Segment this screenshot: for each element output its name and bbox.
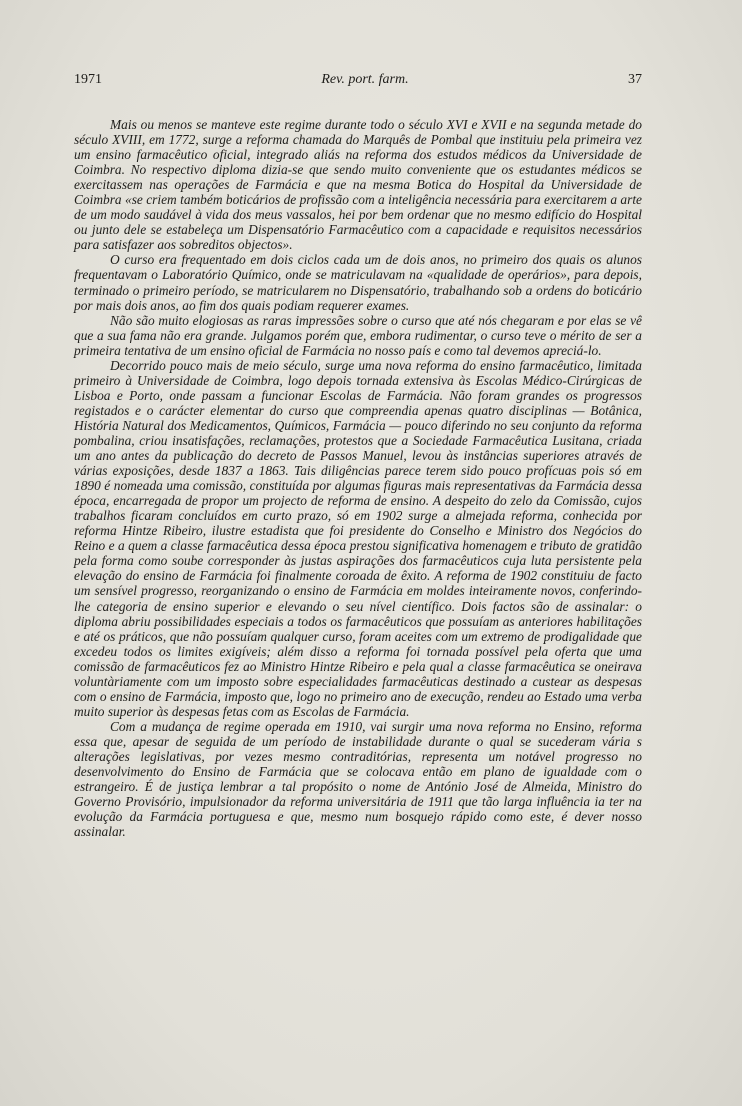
running-header: [74, 72, 642, 88]
paragraph: Decorrido pouco mais de meio século, surge uma nova reforma do ensino farmacêutico, limitada primeiro à Universidade de Coimbra, logo depois tornada extensiva às Escolas Médico-Cirúrgicas de Lisboa e Porto, onde passam a funcionar Escolas de Farmácia. Não foram grandes os progressos registados e o carácter elementar do curso que compreendia apenas quatro disciplinas — Botânica, História Natural dos Medicamentos, Químicos, Farmácia — pouco diferindo no seu conjunto da reforma pombalina, criou insatisfações, reclamações, protestos que a Sociedade Farmacêutica Lusitana, criada um ano antes da publicação do decreto de Passos Manuel, levou às instâncias superiores através de várias exposições, desde 1837 a 1863. Tais diligências parece terem sido pouco profícuas pois só em 1890 é nomeada uma comissão, constituída por algumas figuras mais representativas da Farmácia dessa época, encarregada de propor um projecto de reforma de ensino. A despeito do zelo da Comissão, cujos trabalhos ficaram concluídos em curto prazo, só em 1902 surge a almejada reforma, conhecida por reforma Hintze Ribeiro, ilustre estadista que foi presidente do Conselho e Ministro dos Negócios do Reino e a quem a classe farmacêutica dessa época prestou significativa homenagem e tributo de gratidão pela forma como soube corresponder às justas aspirações dos farmacêuticos cuja luta persistente pela elevação do ensino de Farmácia foi finalmente coroada de êxito. A reforma de 1902 constituiu de facto um sensível progresso, reorganizando o ensino de Farmácia em moldes inteiramente novos, conferindo-lhe categoria de ensino superior e elevando o seu nível científico. Dois factos são de assinalar: o diploma abriu possibilidades especiais a todos os farmacêuticos que possuíam as anteriores habilitações e até os práticos, que não possuíam qualquer curso, foram aceites com um extremo de prodigalidade que excedeu todos os limites exigíveis; além disso a reforma foi tornada possível pela oferta que uma comissão de farmacêuticos fez ao Ministro Hintze Ribeiro e pela qual a classe farmacêutica se oneirava voluntàriamente com um imposto sobre especialidades farmacêuticas destinado a custear as despesas com o ensino de Farmácia, imposto que, logo no primeiro ano de execução, rendeu ao Estado uma verba muito superior às despesas fetas com as Escolas de Farmácia.: [74, 357, 642, 719]
body-text: [74, 117, 642, 839]
paragraph: Mais ou menos se manteve este regime durante todo o século XVI e XVII e na segunda metade do século XVIII, em 1772, surge a reforma chamada do Marquês de Pombal que instituiu pela primeira vez um ensino farmacêutico oficial, integrado aliás na reforma dos estudos médicos da Universidade de Coimbra. No respectivo diploma dizia-se que sendo muito conveniente que os estudantes médicos se exercitassem nas operações de Farmácia e que na mesma Botica do Hospital da Universidade de Coimbra «se criem também boticários de profissão com a inteligência necessária para exercitarem a arte de um modo saudável à vida dos meus vassalos, hei por bem ordenar que no mesmo edifício do Hospital ou junto dele se estabeleça um Dispensatório Farmacêutico com a capacidade e requisitos necessários para satisfazer aos sobreditos objectos».: [74, 117, 642, 253]
header-page-number: 37: [627, 72, 642, 87]
paragraph: O curso era frequentado em dois ciclos cada um de dois anos, no primeiro dos quais os alunos frequentavam o Laboratório Químico, onde se matriculavam na «qualidade de operários», para depois, terminado o primeiro período, se matricularem no Dispensatório, trabalhando sob a ordens do boticário por mais dois anos, ao fim dos quais podiam requerer exames.: [74, 252, 642, 313]
header-year: 1971: [74, 72, 102, 87]
paragraph: Não são muito elogiosas as raras impressões sobre o curso que até nós chegaram e por elas se vê que a sua fama não era grande. Julgamos porém que, embora rudimentar, o curso teve o mérito de ser a primeira tentativa de um ensino oficial de Farmácia no nosso país e como tal devemos apreciá-lo.: [74, 312, 642, 358]
header-journal-title: Rev. port. farm.: [321, 72, 409, 87]
paragraph: Com a mudança de regime operada em 1910, vai surgir uma nova reforma no Ensino, reforma essa que, apesar de seguida de um período de instabilidade durante o qual se sucederam vária s alterações legislativas, por vezes mesmo contraditórias, representa um notável progresso no desenvolvimento do Ensino de Farmácia que se colocava então em plano de igualdade com o estrangeiro. É de justiça lembrar a tal propósito o nome de António José de Almeida, Ministro do Governo Provisório, impulsionador da reforma universitária de 1911 que tão larga influência ia ter na evolução da Farmácia portuguesa e que, mesmo num bosquejo rápido como este, é dever nosso assinalar.: [74, 718, 642, 840]
